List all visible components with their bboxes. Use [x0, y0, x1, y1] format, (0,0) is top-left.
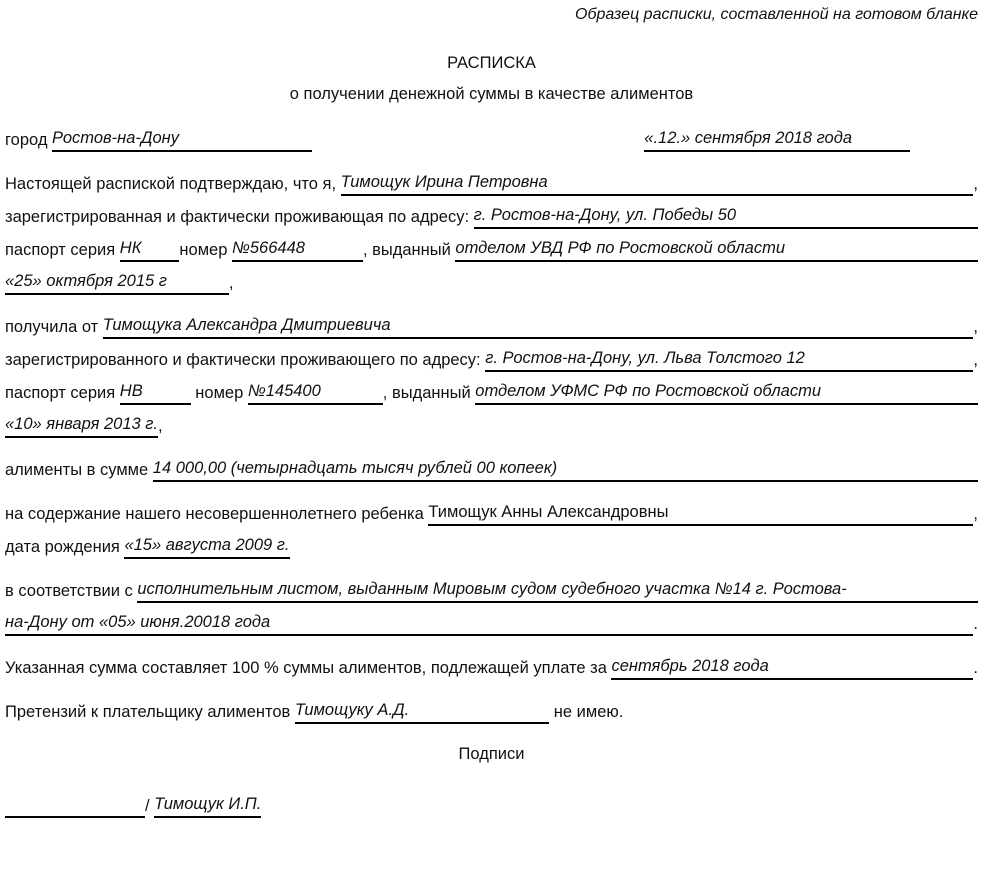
- payer-passport-line: [5, 379, 978, 405]
- blank-underline: [179, 126, 312, 152]
- recipient-passport-line: [5, 236, 978, 262]
- static-text: паспорт серия: [5, 384, 120, 402]
- document-subtitle: о получении денежной суммы в качестве алиментов: [289, 85, 694, 103]
- filled-field-text: Тимощуку А.Д.: [295, 698, 409, 724]
- blank-underline: [391, 313, 974, 339]
- blank-underline: [736, 203, 978, 229]
- static-text: алименты в сумме: [5, 461, 153, 479]
- payer-passport-date-line: [5, 412, 978, 438]
- payer-address-line: [5, 346, 978, 372]
- filled-field-text: сентябрь 2018 года: [611, 654, 768, 680]
- document-title-row: [5, 51, 978, 75]
- blank-underline: [668, 500, 973, 526]
- static-text: ,: [973, 318, 978, 336]
- static-text: Подписи: [458, 745, 525, 763]
- filled-field-text: «25» октября 2015 г: [5, 269, 167, 295]
- static-text: .: [973, 615, 978, 633]
- blank-underline: [143, 379, 191, 405]
- recipient-address-line: [5, 203, 978, 229]
- document-title: РАСПИСКА: [447, 54, 536, 72]
- static-text: ,: [158, 417, 163, 435]
- static-text: паспорт серия: [5, 241, 120, 259]
- static-text: зарегистрированного и фактически проживающего по адресу:: [5, 351, 486, 369]
- amount-line: [5, 456, 978, 482]
- static-text: , выданный: [362, 241, 456, 259]
- filled-field-text: «15» августа 2009 г.: [124, 533, 289, 559]
- static-text: ,: [973, 175, 978, 193]
- writ-line-1: [5, 577, 978, 603]
- blank-underline: [321, 379, 383, 405]
- claims-line: [5, 698, 978, 724]
- blank-underline: [821, 379, 978, 405]
- blank-underline: [409, 698, 549, 724]
- document-subtitle-row: [5, 82, 978, 106]
- static-text: ,: [973, 351, 978, 369]
- child-birthdate-line: [5, 533, 978, 559]
- static-text: не имею.: [549, 703, 624, 721]
- static-text: номер: [179, 241, 232, 259]
- filled-field-text: г. Ростов-на-Дону, ул. Победы 50: [474, 203, 736, 229]
- blank-underline: [305, 236, 363, 262]
- filled-field-text: Ростов-на-Дону: [52, 126, 179, 152]
- blank-underline: [141, 236, 179, 262]
- sample-note-row: [5, 3, 978, 27]
- filled-field-text: №566448: [232, 236, 305, 262]
- static-text: дата рождения: [5, 538, 125, 556]
- blank-underline: [5, 792, 145, 818]
- static-text: город: [5, 131, 53, 149]
- static-text: получила от: [5, 318, 103, 336]
- filled-field-text: «10» января 2013 г.: [5, 412, 158, 438]
- filled-field-text: НВ: [120, 379, 143, 405]
- child-name-line: [5, 500, 978, 526]
- filled-field-text: 14 000,00 (четырнадцать тысяч рублей 00 копеек): [153, 456, 557, 482]
- filled-field-text: №145400: [248, 379, 321, 405]
- static-text: Претензий к плательщику алиментов: [5, 703, 295, 721]
- filled-field-text: отделом УФМС РФ по Ростовской области: [475, 379, 821, 405]
- blank-underline: [847, 577, 978, 603]
- signature-line: [5, 792, 978, 818]
- blank-underline: [805, 346, 974, 372]
- filled-field-text: отделом УВД РФ по Ростовской области: [455, 236, 785, 262]
- filled-field-text: Тимощука Александра Дмитриевича: [103, 313, 391, 339]
- static-text: Настоящей распиской подтверждаю, что я,: [5, 175, 341, 193]
- blank-underline: [270, 610, 973, 636]
- static-text: .: [973, 659, 978, 677]
- static-text: , выданный: [382, 384, 476, 402]
- city-date-line: [5, 126, 978, 152]
- blank-underline: [852, 126, 910, 152]
- blank-underline: [167, 269, 229, 295]
- sample-note: Образец расписки, составленной на готовом бланке: [575, 6, 978, 23]
- payer-name-line: [5, 313, 978, 339]
- static-text: ,: [973, 505, 978, 523]
- static-text: на содержание нашего несовершеннолетнего ребенка: [5, 505, 429, 523]
- filled-field-text: Тимощук И.П.: [154, 792, 261, 818]
- filled-field-text: исполнительным листом, выданным Мировым судом судебного участка №14 г. Ростова-: [137, 577, 846, 603]
- blank-underline: [769, 654, 974, 680]
- percent-line: [5, 654, 978, 680]
- static-text: зарегистрированная и фактически проживающая по адресу:: [5, 208, 474, 226]
- static-text: ,: [228, 274, 234, 292]
- static-text: /: [145, 797, 155, 815]
- filled-field-text: Тимощук Ирина Петровна: [341, 170, 548, 196]
- filled-field-text: на-Дону от «05» июня.20018 года: [5, 610, 270, 636]
- document-body: [5, 126, 978, 818]
- static-text: в соответствии с: [5, 582, 138, 600]
- recipient-name-line: [5, 170, 978, 196]
- signatures-heading: [5, 742, 978, 766]
- blank-underline: [785, 236, 978, 262]
- filled-field-text: «.12.» сентября 2018 года: [644, 126, 852, 152]
- writ-line-2: [5, 610, 978, 636]
- blank-underline: [548, 170, 974, 196]
- blank-underline: [557, 456, 978, 482]
- recipient-passport-date-line: [5, 269, 978, 295]
- static-text: номер: [190, 384, 248, 402]
- filled-field-text: НК: [120, 236, 142, 262]
- static-text: Указанная сумма составляет 100 % суммы алиментов, подлежащей уплате за: [5, 659, 612, 677]
- filled-field-text: г. Ростов-на-Дону, ул. Льва Толстого 12: [485, 346, 805, 372]
- filled-field-text: Тимощук Анны Александровны: [428, 500, 668, 526]
